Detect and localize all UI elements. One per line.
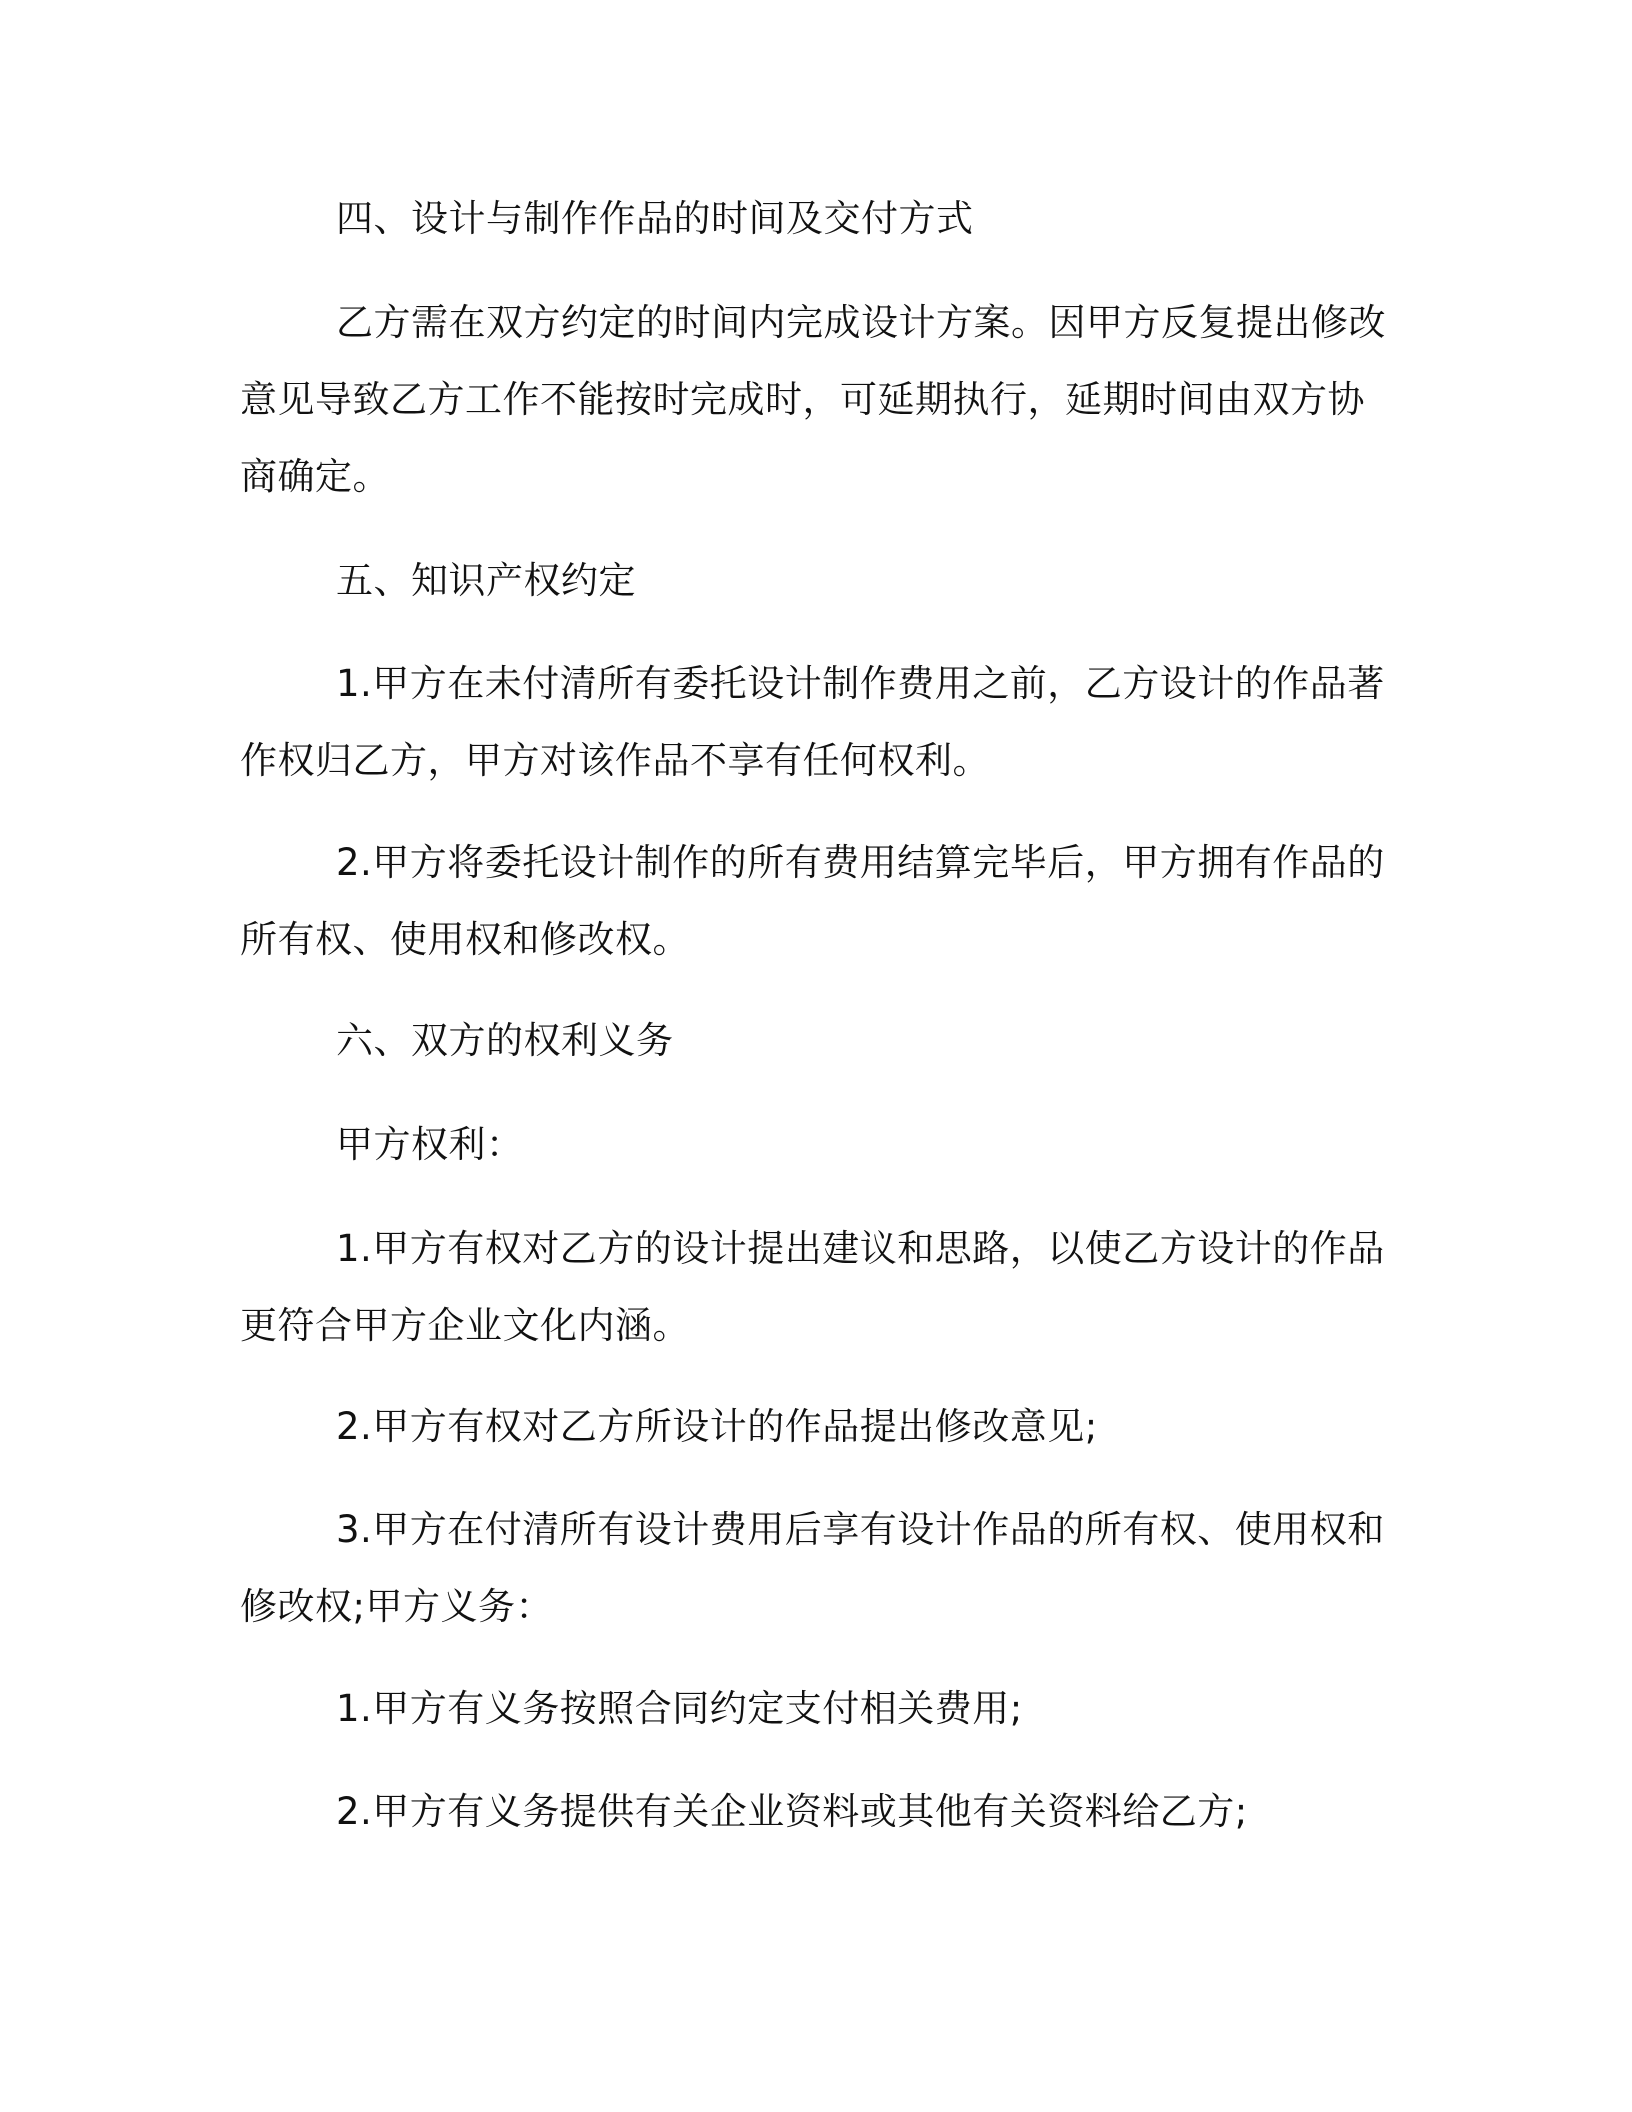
paragraph-rights-3: 3.甲方在付清所有设计费用后享有设计作品的所有权、使用权和修改权;甲方义务：: [240, 1508, 1385, 1628]
paragraph-rights-2: 2.甲方有权对乙方所设计的作品提出修改意见;: [336, 1405, 1098, 1448]
paragraph-obligation-1: 1.甲方有义务按照合同约定支付相关费用;: [336, 1687, 1023, 1730]
paragraph-rights-1: 1.甲方有权对乙方的设计提出建议和思路，以使乙方设计的作品更符合甲方企业文化内涵。: [240, 1227, 1385, 1347]
subheading-party-a-rights: 甲方权利：: [336, 1123, 524, 1166]
section-heading-ip: 五、知识产权约定: [336, 559, 636, 602]
paragraph-obligation-2: 2.甲方有义务提供有关企业资料或其他有关资料给乙方;: [336, 1790, 1248, 1833]
section-heading-delivery: 四、设计与制作作品的时间及交付方式: [336, 197, 974, 240]
paragraph-ip-1: 1.甲方在未付清所有委托设计制作费用之前，乙方设计的作品著作权归乙方，甲方对该作品不享有任何权利。: [240, 662, 1385, 782]
section-heading-rights: 六、双方的权利义务: [336, 1019, 674, 1062]
paragraph-delivery-time: 乙方需在双方约定的时间内完成设计方案。因甲方反复提出修改意见导致乙方工作不能按时完成时，可延期执行，延期时间由双方协商确定。: [240, 301, 1386, 498]
paragraph-ip-2: 2.甲方将委托设计制作的所有费用结算完毕后，甲方拥有作品的所有权、使用权和修改权。: [240, 841, 1385, 961]
